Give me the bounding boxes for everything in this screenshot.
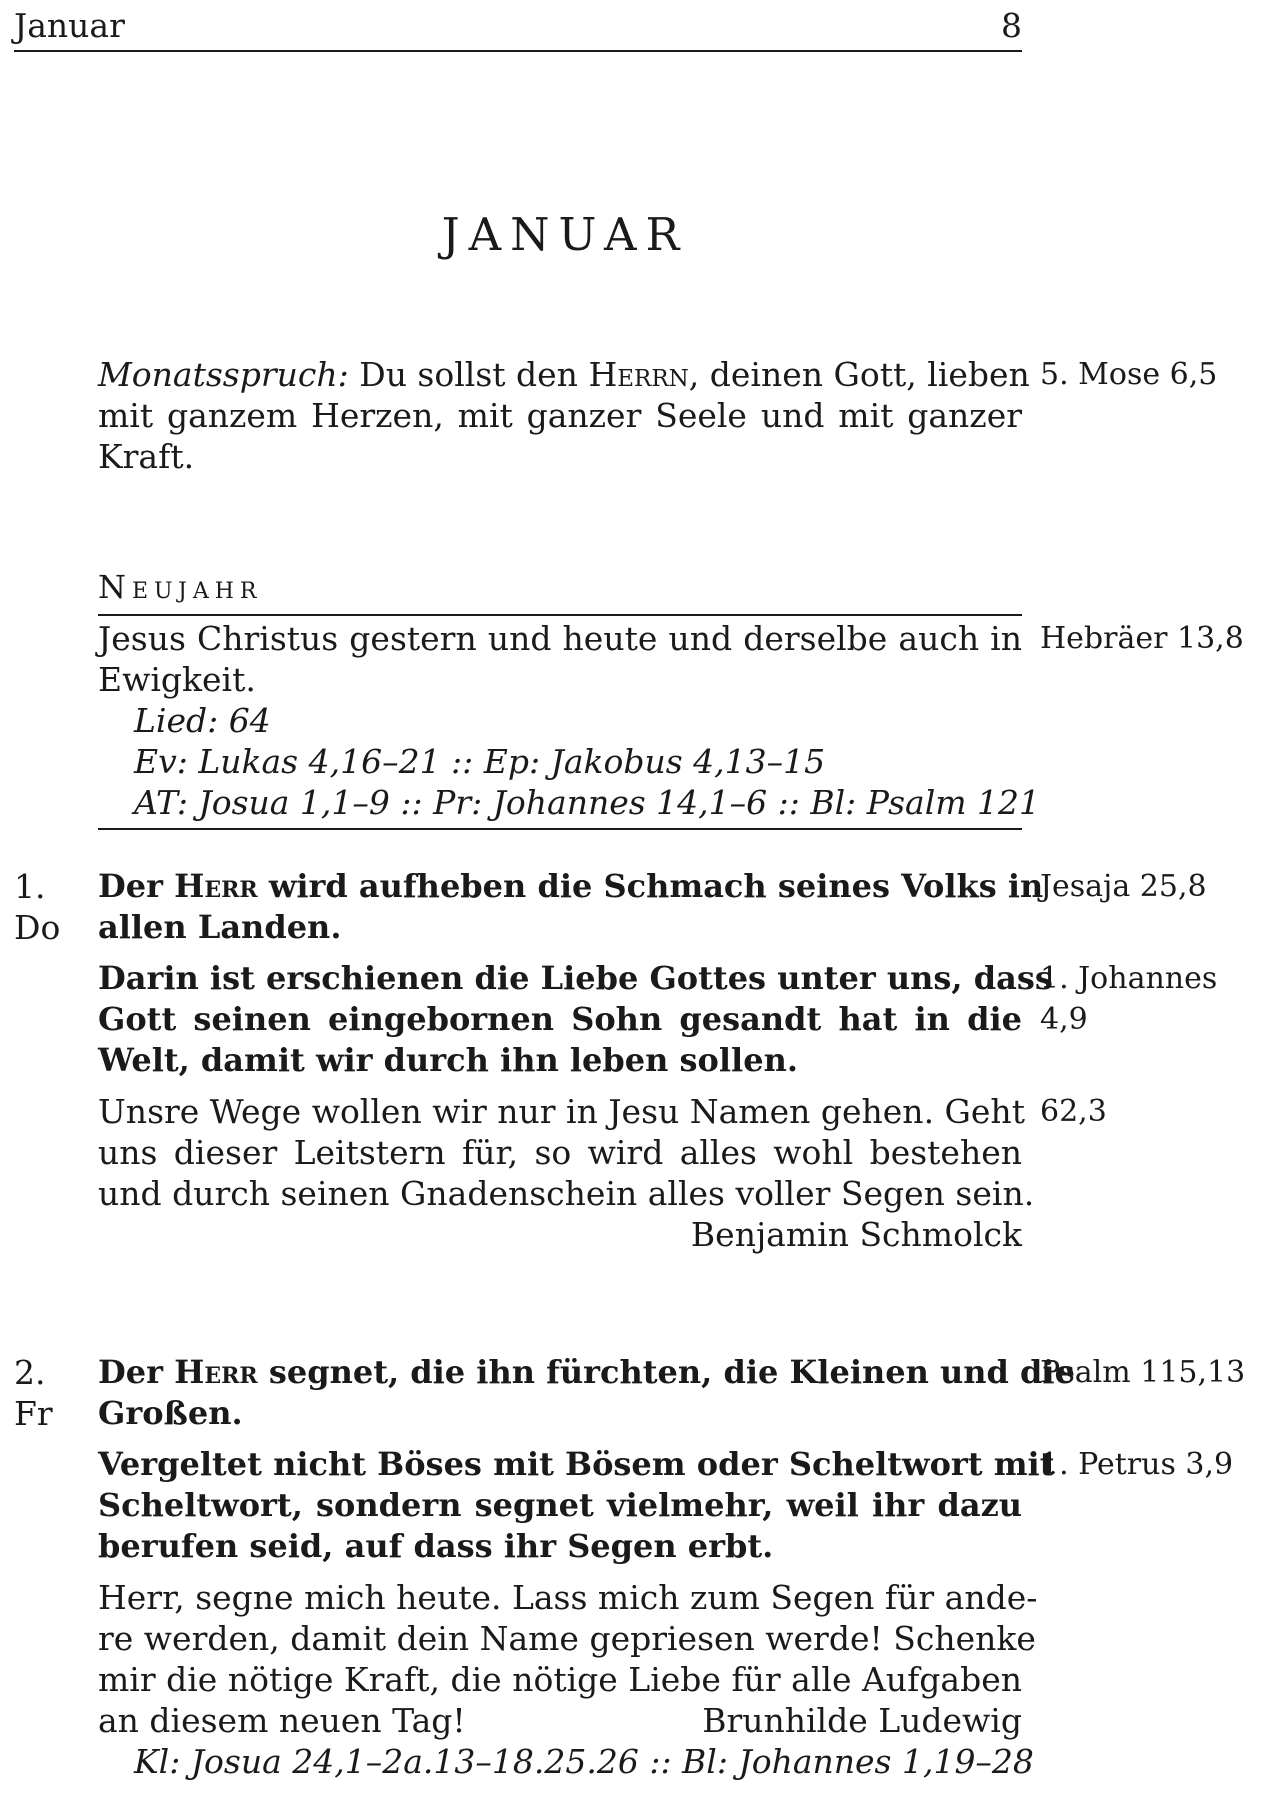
losung-line1	[98, 866, 1044, 907]
day-number: 2.	[14, 1353, 46, 1392]
neujahr-heading: Neujahr	[98, 568, 263, 606]
lehrtext-line1: Vergeltet nicht Böses mit Bösem oder Scheltwort mit	[98, 1445, 1055, 1483]
lehrtext-reference-line2: 4,9	[1040, 1002, 1088, 1037]
monthly-verse-line2: mit ganzem Herzen, mit ganzer Seele und mit ganzer	[98, 396, 1022, 435]
page-number: 8	[1001, 6, 1022, 45]
monthly-verse-reference: 5. Mose 6,5	[1040, 357, 1218, 392]
lehrtext-line1: Darin ist erschienen die Liebe Gottes unter uns, dass	[98, 959, 1053, 997]
neujahr-verse-line1: Jesus Christus gestern und heute und derselbe auch in	[98, 619, 1022, 658]
losung-line1	[98, 1352, 1075, 1393]
lord-name: Herr	[174, 867, 258, 905]
day-weekday: Do	[14, 908, 61, 947]
neujahr-verse-line2: Ewigkeit.	[98, 660, 256, 699]
devotional-author: Brunhilde Ludewig	[702, 1701, 1022, 1740]
losung-reference: Jesaja 25,8	[1040, 869, 1207, 904]
lehrtext-reference: 1. Petrus 3,9	[1040, 1447, 1234, 1482]
monthly-verse-line3: Kraft.	[98, 437, 195, 476]
lehrtext-line2: Gott seinen eingebornen Sohn gesandt hat in die	[98, 1000, 1022, 1038]
day-number: 1.	[14, 867, 46, 906]
monthly-verse-text-a: Du sollst den	[359, 355, 578, 394]
devotional-text-reference: 62,3	[1040, 1094, 1107, 1129]
running-header-title: Januar	[14, 6, 125, 45]
devotional-text-line2: uns dieser Leitstern für, so wird alles wohl bestehen	[98, 1133, 1022, 1172]
lehrtext-line2: Scheltwort, sondern segnet vielmehr, weil ihr dazu	[98, 1486, 1022, 1524]
monthly-verse-line1	[98, 354, 1030, 395]
devotional-text-line3: und durch seinen Gnadenschein alles voller Segen sein.	[98, 1174, 1035, 1213]
losung-line2: allen Landen.	[98, 908, 342, 946]
losung-word: Der	[98, 867, 163, 905]
neujahr-reading-ot-sermon: AT: Josua 1,1–9 :: Pr: Johannes 14,1–6 :: Bl: Psalm 121	[134, 783, 1041, 822]
lehrtext-reference-line1: 1. Johannes	[1040, 961, 1218, 996]
devotional-text-line4: an diesem neuen Tag!	[98, 1701, 466, 1740]
month-title: JANUAR	[441, 208, 689, 261]
monthly-verse-text-b: , deinen Gott, lieben	[688, 355, 1030, 394]
monthly-verse-label: Monatsspruch:	[98, 355, 349, 394]
losung-word: Der	[98, 1353, 163, 1391]
neujahr-top-rule	[98, 614, 1022, 616]
losung-text: wird aufheben die Schmach seines Volks in	[268, 867, 1044, 905]
header-rule	[14, 50, 1022, 52]
devotional-text-line1: Herr, segne mich heute. Lass mich zum Segen für ande-	[98, 1578, 1038, 1617]
lord-name: Herr	[174, 1353, 258, 1391]
devotional-text-line2: re werden, damit dein Name gepriesen werde! Schenke	[98, 1619, 1036, 1658]
lehrtext-line3: berufen seid, auf dass ihr Segen erbt.	[98, 1527, 774, 1565]
devotional-author: Benjamin Schmolck	[690, 1215, 1022, 1254]
neujahr-reading-gospel-epistle: Ev: Lukas 4,16–21 :: Ep: Jakobus 4,13–15	[134, 742, 826, 781]
day-weekday: Fr	[14, 1394, 53, 1433]
losung-reference: Psalm 115,13	[1040, 1355, 1246, 1390]
neujahr-reading-song: Lied: 64	[134, 701, 271, 740]
devotional-text-line3: mir die nötige Kraft, die nötige Liebe für alle Aufgaben	[98, 1660, 1022, 1699]
losung-text: segnet, die ihn fürchten, die Kleinen und die	[268, 1353, 1075, 1391]
neujahr-bottom-rule	[98, 828, 1022, 830]
lehrtext-line3: Welt, damit wir durch ihn leben sollen.	[98, 1041, 798, 1079]
devotional-text-line1: Unsre Wege wollen wir nur in Jesu Namen gehen. Geht	[98, 1092, 1025, 1131]
day-readings: Kl: Josua 24,1–2a.13–18.25.26 :: Bl: Johannes 1,19–28	[134, 1742, 1034, 1781]
losung-line2: Großen.	[98, 1394, 243, 1432]
neujahr-reference: Hebräer 13,8	[1040, 621, 1244, 656]
lord-name: Herrn	[588, 355, 689, 394]
